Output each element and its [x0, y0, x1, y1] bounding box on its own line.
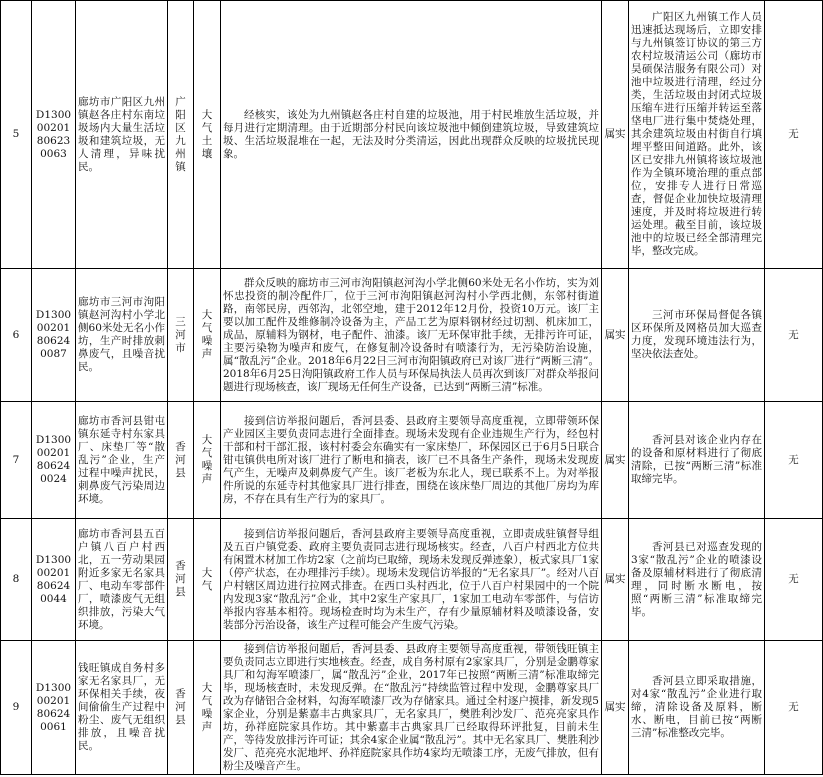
investigation-content: 接到信访举报问题后，香河县委、县政府主要领导高度重视，带领钱旺镇主要负责同志立即进行实地核查。经查，成自务村原有2家家具厂，分别是金鹏尊家具厂和勾海军喷漆厂，属“散乱污”企业，2017年已按照“两断三清”标准取缔完毕，现场核查时，未发现反弹。在“散乱污”持续监管过程中发现，金鹏尊家具厂改为存储铝合金材料，勾海军喷漆厂改为存储家具。通过全村逐户摸排，新发现5家企业，分别是紫嘉丰古典家具厂，无名家具厂，樊胜利沙发厂、范亮亮家具作坊，孙祥庭院家具作坊。其中紫嘉丰古典家具厂已经取得环评批复，目前未生产，等待发放排污许可证；其余4家企业属“散乱污”。其中无名家具厂、樊胜利沙发厂、范亮亮水泥地坪、孙祥庭院家具作坊4家均无喷漆工序，无废气排放，但有粉尘及噪音产生。	[221, 641, 602, 775]
table-row	[1, 519, 823, 641]
handling-result: 广阳区九州镇工作人员迅速抵达现场后，立即安排与九州镇签订协议的第三方农村垃圾清运公司（廊坊市昊硕保洁服务有限公司）对池中垃圾进行清理，经过分类，生活垃圾由封闭式垃圾压缩车进行压缩并转运至落垡电厂进行集中焚烧处理，其余建筑垃圾由村街自行填埋平整田间道路。此外，该区已安排九州镇将该垃圾池作为全镇环境治理的重点部位，安排专人进行日常巡查，督促企业加快垃圾清理速度，并及时将垃圾进行转运处理。截至目前，该垃圾池中的垃圾已经全部清理完毕，整改完成。	[629, 1, 765, 269]
complaint-description: 廊坊市香河县钳屯镇东延寺村东家具厂、床垫厂等“散乱污”企业，生产过程中噪声扰民，刺鼻废气污染周边环境。	[76, 402, 168, 519]
verification-status: 属实	[602, 269, 629, 402]
handling-result: 三河市环保局督促各镇区环保所及网格员加大巡查力度，发现环境违法行为，坚决依法查处。	[629, 269, 765, 402]
pollution-type: 大气	[194, 519, 221, 641]
verification-status: 属实	[602, 519, 629, 641]
table-row	[1, 641, 823, 775]
row-number: 8	[1, 519, 32, 641]
row-number: 7	[1, 402, 32, 519]
handling-result: 香河县立即采取措施，对4家“散乱污”企业进行取缔，清除设备及原料，断水、断电，目前已按“两断三清”标准整改完毕。	[629, 641, 765, 775]
verification-status: 属实	[602, 402, 629, 519]
table-row	[1, 402, 823, 519]
pollution-type: 大气土壤	[194, 1, 221, 269]
case-code: D130000201806240044	[32, 519, 76, 641]
row-number: 6	[1, 269, 32, 402]
case-code: D130000201806240061	[32, 641, 76, 775]
accountability: 无	[765, 1, 823, 269]
complaint-description: 廊坊市三河市泃阳镇赵河沟村小学北侧60米处无名小作坊，生产时排放刺鼻废气，且噪音扰民。	[76, 269, 168, 402]
admin-area: 香河县	[168, 641, 194, 775]
handling-result: 香河县已对巡查发现的3家“散乱污”企业的喷漆设备及原辅材料进行了彻底清理，同时断水断电，按照“两断三清”标准取缔完毕。	[629, 519, 765, 641]
case-code: D130000201806240024	[32, 402, 76, 519]
investigation-content: 接到信访举报问题后，香河县委、县政府主要领导高度重视，立即带领环保产业园区主要负责同志进行全面排查。现场未发现有企业违规生产行为，经包村干部和村干部汇报，该村村委会东确实有一家床垫厂，环保园区已于6月5日联合钳屯镇供电所对该厂进行了断电和摘表，该厂已不具备生产条件，现场未发现废气产生，无噪声及刺鼻废气产生。该厂老板为东北人，现已联系不上。为对举报件所说的东延寺村其他家具厂进行排查，围绕在该床垫厂周边的其他厂房均为库房，不存在具有生产行为的家具厂。	[221, 402, 602, 519]
pollution-type: 大气噪声	[194, 269, 221, 402]
complaint-description: 钱旺镇成自务村多家无名家具厂，无环保相关手续，夜间偷偷生产过程中粉尘、废气无组织排放，且噪音扰民。	[76, 641, 168, 775]
row-number: 9	[1, 641, 32, 775]
investigation-content: 经核实，该处为九州镇赵各庄村自建的垃圾池，用于村民堆放生活垃圾，并每月进行定期清理。由于近期部分村民向该垃圾池中倾倒建筑垃圾，导致建筑垃圾、生活垃圾混堆在一起，无法及时分类清运，因此出现群众反映的垃圾扰民现象。	[221, 1, 602, 269]
admin-area: 香河县	[168, 519, 194, 641]
pollution-type: 大气噪声	[194, 641, 221, 775]
case-code: D130000201806230063	[32, 1, 76, 269]
admin-area: 三河市	[168, 269, 194, 402]
row-number: 5	[1, 1, 32, 269]
handling-result: 香河县对该企业内存在的设备和原材料进行了彻底清除，已按“两断三清”标准取缔完毕。	[629, 402, 765, 519]
table-row	[1, 1, 823, 269]
accountability: 无	[765, 402, 823, 519]
accountability: 无	[765, 519, 823, 641]
admin-area: 香河县	[168, 402, 194, 519]
case-code: D130000201806240087	[32, 269, 76, 402]
verification-status: 属实	[602, 641, 629, 775]
complaint-description: 廊坊市香河县五百户镇八百户村西北，五一劳动果园附近多家无名家具厂、电动车零部件厂，喷漆废气无组织排放，污染大气环境。	[76, 519, 168, 641]
table-row	[1, 269, 823, 402]
investigation-content: 群众反映的廊坊市三河市泃阳镇赵河沟小学北侧60米处无名小作坊，实为刘怀忠投资的制冷配件厂，位于三河市泃阳镇赵河沟村小学西北侧，东邻村街道路，南邻民房，西邻沟，北邻空地，建于2012年12月份，投资10万元。该厂主要以加工配件及维修制冷设备为主，产品工艺为原料钢材经过切割、机床加工，成品，原辅料为钢材，电子配件、油漆。该厂无环保审批手续，无排污许可证，主要污染物为噪声和废气，在修复制冷设备时有喷漆行为，无污染防治设施，属“散乱污”企业。2018年6月22日三河市泃阳镇政府已对该厂进行“两断三清”。2018年6月25日泃阳镇政府工作人员与环保局执法人员再次到该厂对群众举报问题进行现场核查，该厂现场无任何生产设备，已达到“两断三清”标准。	[221, 269, 602, 402]
accountability: 无	[765, 269, 823, 402]
complaint-description: 廊坊市广阳区九州镇赵各庄村东南垃圾场内大量生活垃圾和建筑垃圾，无人清理，异味扰民。	[76, 1, 168, 269]
investigation-content: 接到信访举报问题后，香河县政府主要领导高度重视，立即责成驻镇督导组及五百户镇党委、政府主要负责同志进行现场核实。经查，八百户村西北方位共有闲置木材加工作坊2家（之前均已取缔，现场未发现反弹迹象），板式家具厂1家（停产状态，在办理排污手续）。现场未发现信访举报的“无名家具厂”。经对八百户村辖区周边进行拉网式排查。在西口头村西北，位于八百户村果园中的一个院内发现3家“散乱污”企业，其中2家生产家具厂，1家加工电动车零部件，与信访举报内容基本相符。现场检查时均为未生产，存有少量原辅材料及喷漆设备，安装部分污治设备，该生产过程可能会产生废气污染。	[221, 519, 602, 641]
accountability: 无	[765, 641, 823, 775]
verification-status: 属实	[602, 1, 629, 269]
admin-area: 广阳区九州镇	[168, 1, 194, 269]
pollution-type: 大气噪声	[194, 402, 221, 519]
